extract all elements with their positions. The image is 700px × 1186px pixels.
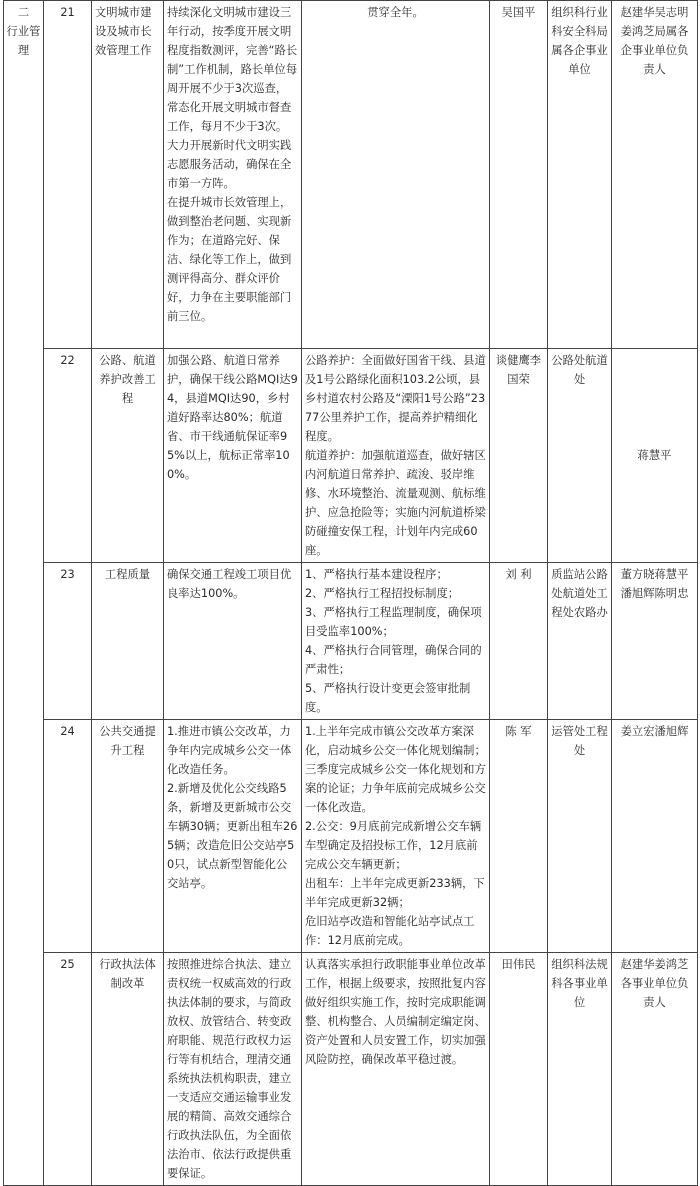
owner-cell: 赵建华吴志明姜鸿芝局属各企事业单位负责人 [612, 1, 698, 349]
owner-cell: 董方晓蒋慧平潘旭辉陈明忠 [612, 563, 698, 720]
target-paragraph: 2.新增及优化公交线路5条，新增及更新城市公交车辆30辆；更新出租车265辆；改造危旧公交站亭50只，试点新型智能化公交站亭。 [167, 782, 298, 890]
row-number: 24 [44, 720, 92, 953]
leader-cell: 田伟民 [490, 953, 548, 1186]
target-cell [164, 720, 302, 953]
measures-cell [302, 1, 490, 349]
dept-cell: 质监站公路处航道处工程处农路办 [548, 563, 612, 720]
owner-cell: 赵建华姜鸿芝各事业单位负责人 [612, 953, 698, 1186]
item-name: 公共交通提升工程 [92, 720, 164, 953]
item-name: 公路、航道养护改善工程 [92, 349, 164, 563]
target-paragraph: 持续深化文明城市建设三年行动，按季度开展文明程度指数测评，完善“路长制”工作机制，路长单位每周开展不少于3次巡查，常态化开展文明城市督查工作，每月不少于3次。大力开展新时代文明实践志愿服务活动，确保在全市第一方阵。 [167, 6, 298, 190]
measures-paragraph: 1.上半年完成市镇公交改革方案深化，启动城乡公交一体化规划编制；三季度完成城乡公交一体化规划和方案的论证；力争年底前完成城乡公交一体化改造。 [305, 725, 486, 814]
measures-paragraph: 1、严格执行基本建设程序； [305, 568, 448, 581]
dept-cell: 运管处工程处 [548, 720, 612, 953]
measures-paragraph: 4、严格执行合同管理，确保合同的严肃性； [305, 644, 482, 676]
leader-cell: 谈健鹰李国荣 [490, 349, 548, 563]
table-row [4, 720, 698, 953]
measures-cell [302, 349, 490, 563]
item-name: 工程质量 [92, 563, 164, 720]
target-paragraph: 在提升城市长效管理上，做到整治老问题、实现新作为；在道路完好、保洁、绿化等工作上，做到测评得高分、群众评价好，力争在主要职能部门前三位。 [167, 196, 292, 323]
category-cell [4, 1, 44, 1186]
measures-paragraph: 出租车：上半年完成更新233辆，下半年完成更新32辆； [305, 877, 485, 909]
table-row [4, 1, 698, 349]
owner-cell: 姜立宏潘旭辉 [612, 720, 698, 953]
target-paragraph: 1.推进市镇公交改革，力争年内完成城乡公交一体化改造任务。 [167, 725, 292, 776]
row-number: 23 [44, 563, 92, 720]
measures-paragraph: 公路养护：全面做好国省干线、县道及1号公路绿化面积103.2公顷，县乡村道农村公路及“溧阳1号公路”2377公里养护工作，提高养护精细化程度。 [305, 354, 486, 443]
measures-cell [302, 563, 490, 720]
measures-paragraph: 认真落实承担行政职能事业单位改革工作，根据上级要求，按照批复内容做好组织实施工作，按时完成职能调整、机构整合、人员编制定编定岗、资产处置和人员安置工作，切实加强风险防控，确保改革平稳过渡。 [305, 958, 486, 1066]
row-number: 21 [44, 1, 92, 349]
row-number: 25 [44, 953, 92, 1186]
measures-paragraph: 2.公交：9月底前完成新增公交车辆车型确定及招投标工作，12月底前完成公交车辆更新； [305, 820, 482, 871]
item-name: 行政执法体制改革 [92, 953, 164, 1186]
target-cell [164, 953, 302, 1186]
owner-cell: 蒋慧平 [612, 349, 698, 563]
dept-cell: 组织科法规科各事业单位 [548, 953, 612, 1186]
target-paragraph: 按照推进综合执法、建立责权统一权威高效的行政执法体制的要求，与简政放权、放管结合、转变政府职能、规范行政权力运行等有机结合，理清交通系统执法机构职责，建立一支适应交通运输事业发展的精简、高效交通综合行政执法队伍，为全面依法治市、依法行政提供重要保证。 [167, 958, 292, 1180]
leader-cell: 吴国平 [490, 1, 548, 349]
target-paragraph: 确保交通工程竣工项目优良率达100%。 [167, 568, 292, 600]
dept-cell: 公路处航道处 [548, 349, 612, 563]
table-row [4, 349, 698, 563]
measures-paragraph: 危旧站亭改造和智能化站亭试点工作：12月底前完成。 [305, 915, 475, 947]
table-row [4, 563, 698, 720]
task-table [3, 0, 698, 1186]
leader-cell: 陈 军 [490, 720, 548, 953]
leader-cell: 刘 利 [490, 563, 548, 720]
measures-paragraph: 5、严格执行设计变更会签审批制度。 [305, 682, 471, 714]
row-number: 22 [44, 349, 92, 563]
table-row [4, 953, 698, 1186]
dept-cell: 组织科行业科安全科局属各企事业单位 [548, 1, 612, 349]
item-name: 文明城市建设及城市长效管理工作 [92, 1, 164, 349]
category-number: 二 [17, 6, 30, 19]
measures-cell [302, 720, 490, 953]
target-cell [164, 563, 302, 720]
target-cell [164, 349, 302, 563]
category-label: 行业管理 [6, 25, 41, 57]
measures-paragraph: 航道养护：加强航道巡查，做好辖区内河航道日常养护、疏浚、驳岸维修、水环境整治、流量观测、航标维护、应急抢险等；实施内河航道桥梁防碰撞安保工程，计划年内完成60座。 [305, 449, 486, 557]
measures-paragraph: 2、严格执行工程招投标制度； [305, 587, 460, 600]
target-cell [164, 1, 302, 349]
measures-paragraph: 3、严格执行工程监理制度，确保项目受监率100%； [305, 606, 482, 638]
measures-cell [302, 953, 490, 1186]
measures-paragraph: 贯穿全年。 [367, 6, 424, 19]
target-paragraph: 加强公路、航道日常养护，确保干线公路MQI达94，县道MQI达90，乡村道好路率达80%；航道省、市干线通航保证率95%以上，航标正常率100%。 [167, 354, 298, 481]
